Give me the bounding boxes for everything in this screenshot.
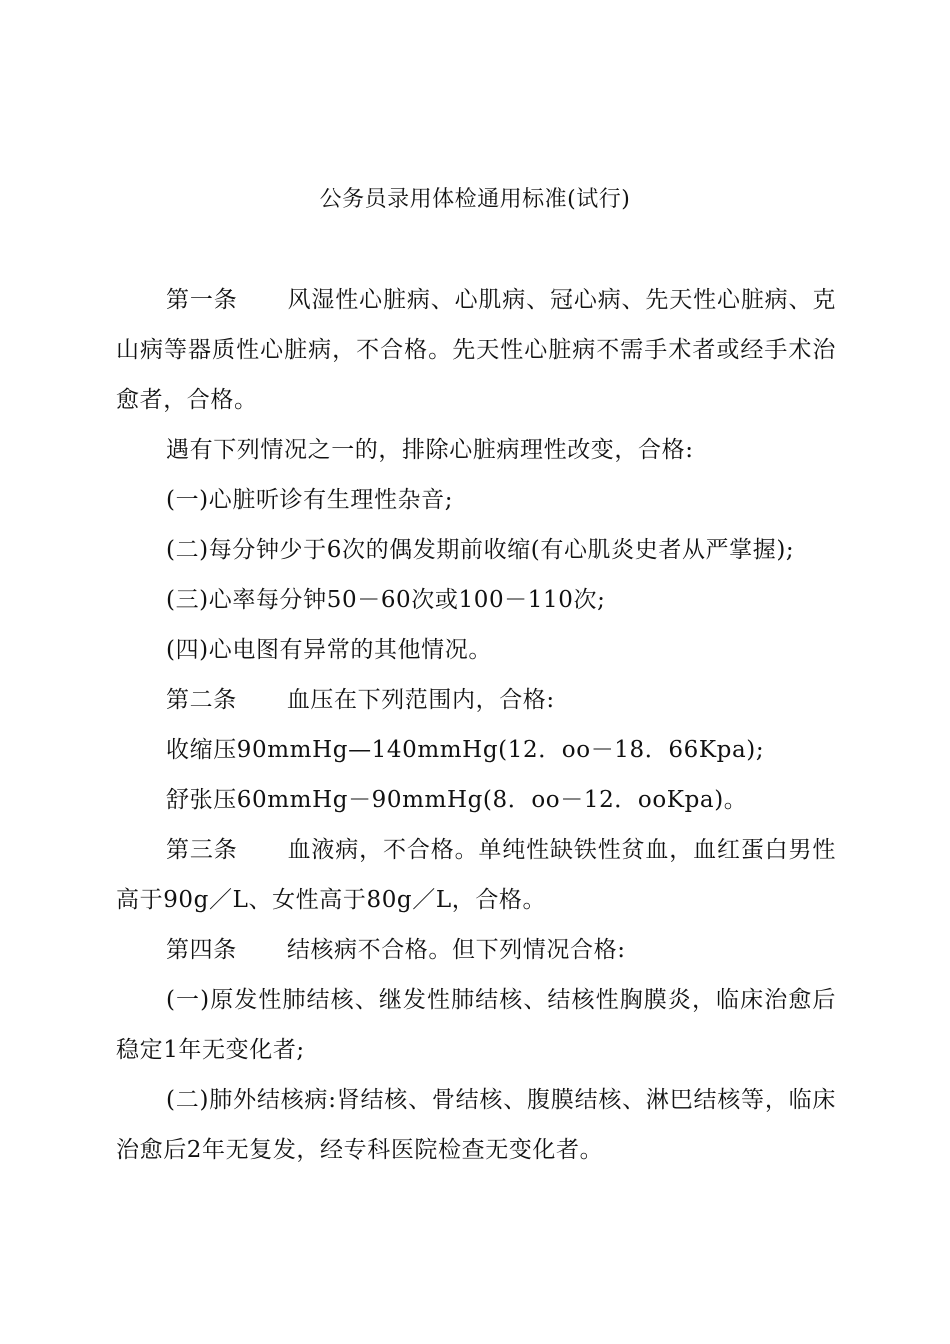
paragraph-article-2 xyxy=(116,675,836,725)
paragraph-text: (二)每分钟少于6次的偶发期前收缩(有心肌炎史者从严掌握); xyxy=(166,537,795,563)
paragraph-text: (四)心电图有异常的其他情况。 xyxy=(166,637,492,663)
paragraph-article-4 xyxy=(116,925,836,975)
paragraph xyxy=(116,725,836,775)
paragraph-text: 血液病，不合格。单纯性缺铁性贫血，血红蛋白男性高于90g／L、女性高于80g／L，合格。 xyxy=(116,837,836,913)
paragraph xyxy=(116,775,836,825)
document-body xyxy=(116,275,836,1175)
article-number: 第四条 xyxy=(166,937,237,963)
list-item xyxy=(116,975,836,1075)
paragraph-text: 舒张压60mmHg－90mmHg(8．oo－12．ooKpa)。 xyxy=(166,787,748,813)
paragraph-text: 结核病不合格。但下列情况合格: xyxy=(286,937,626,963)
list-item xyxy=(116,1075,836,1175)
article-number: 第一条 xyxy=(166,287,238,313)
list-item xyxy=(116,475,836,525)
paragraph-text: (三)心率每分钟50－60次或100－110次; xyxy=(166,587,606,613)
paragraph-text: 风湿性心脏病、心肌病、冠心病、先天性心脏病、克山病等器质性心脏病，不合格。先天性心脏病不需手术者或经手术治愈者，合格。 xyxy=(116,287,836,413)
paragraph-text: 血压在下列范围内，合格: xyxy=(286,687,555,713)
paragraph-text: 收缩压90mmHg—140mmHg(12．oo－18．66Kpa); xyxy=(166,737,765,763)
paragraph-text: (二)肺外结核病:肾结核、骨结核、腹膜结核、淋巴结核等，临床治愈后2年无复发，经专科医院检查无变化者。 xyxy=(116,1087,836,1163)
list-item xyxy=(116,575,836,625)
list-item xyxy=(116,625,836,675)
paragraph-text: (一)原发性肺结核、继发性肺结核、结核性胸膜炎，临床治愈后稳定1年无变化者; xyxy=(116,987,836,1063)
paragraph-article-3 xyxy=(116,825,836,925)
list-item xyxy=(116,525,836,575)
article-number: 第二条 xyxy=(166,687,237,713)
article-number: 第三条 xyxy=(166,837,238,863)
paragraph xyxy=(116,425,836,475)
page-title: 公务员录用体检通用标准(试行) xyxy=(319,187,631,212)
paragraph-article-1 xyxy=(116,275,836,425)
paragraph-text: (一)心脏听诊有生理性杂音; xyxy=(166,487,454,513)
paragraph-text: 遇有下列情况之一的，排除心脏病理性改变，合格: xyxy=(166,437,694,463)
